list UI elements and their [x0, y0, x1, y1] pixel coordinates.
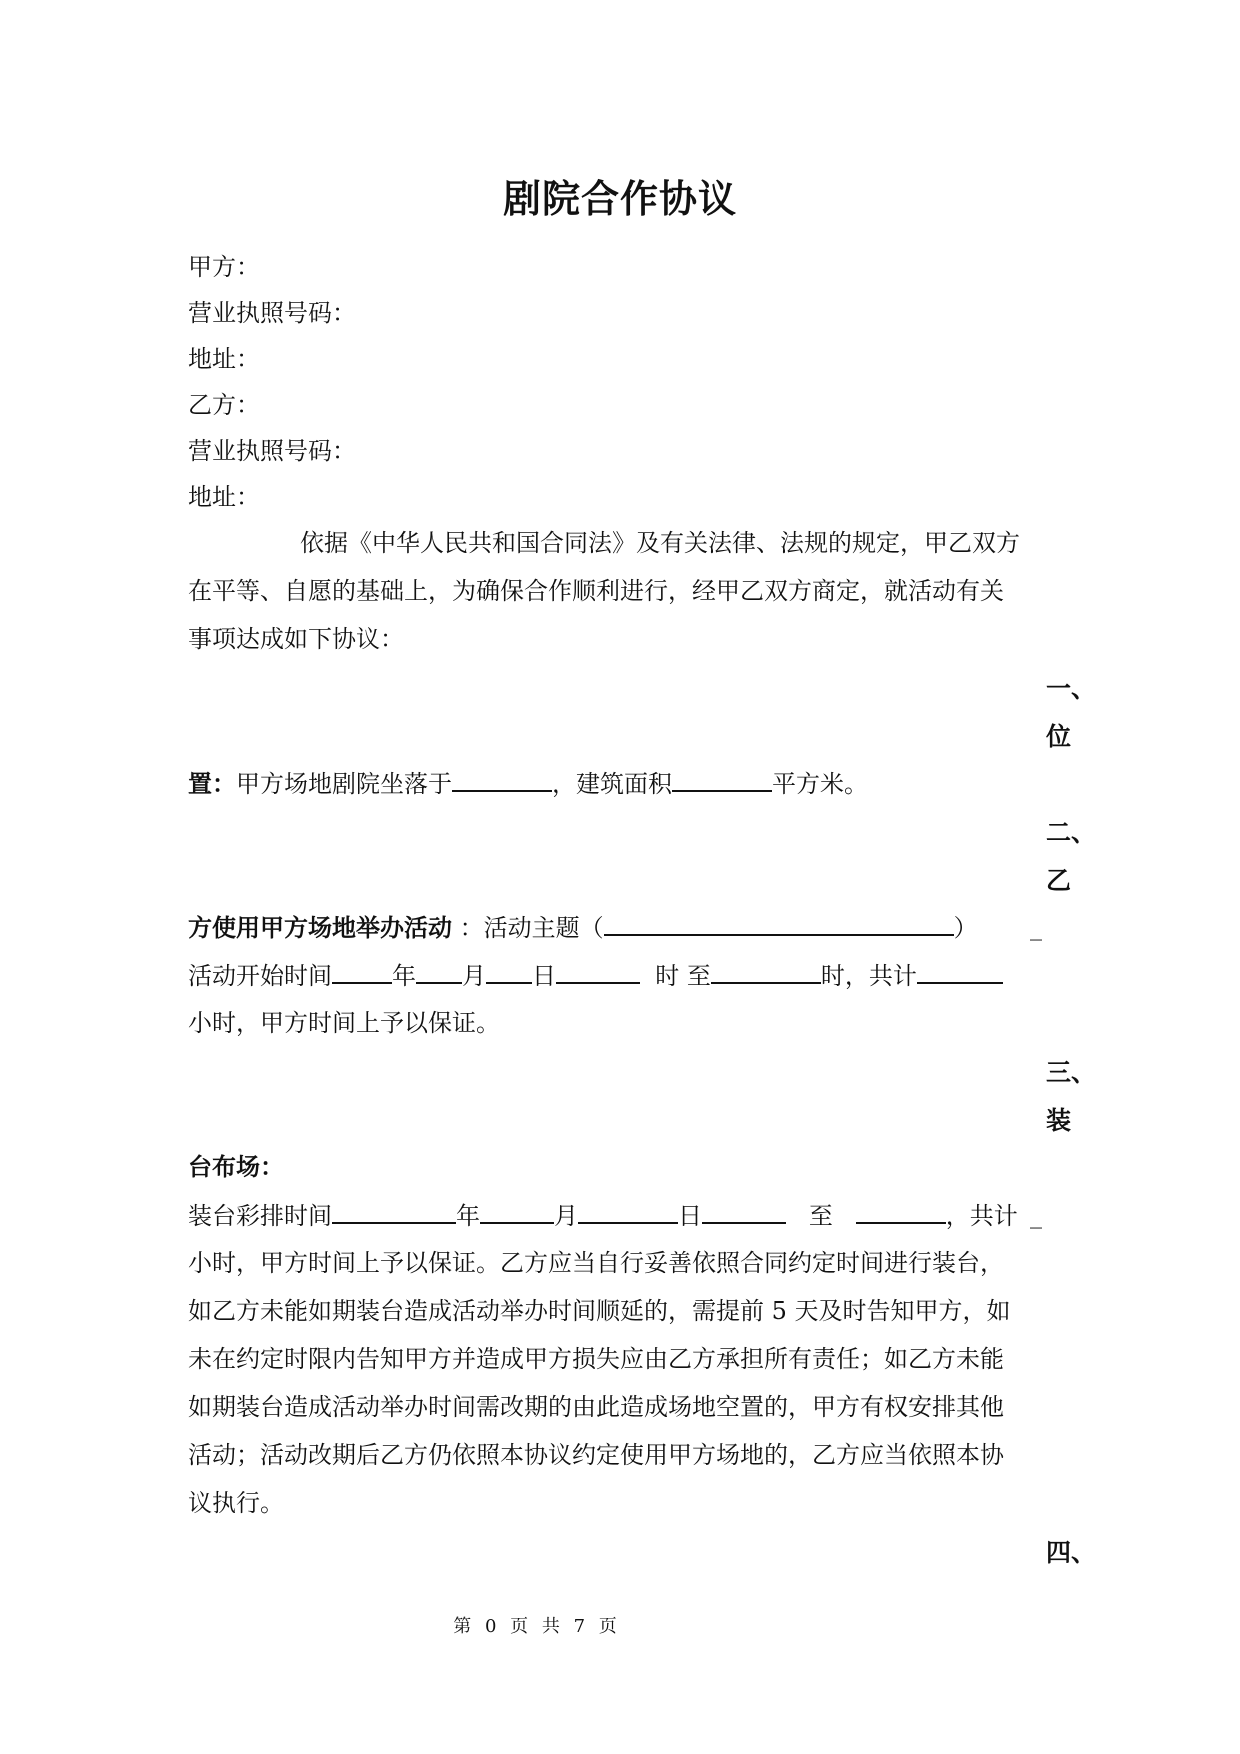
section1-text-location: 甲方场地剧院坐落于	[236, 770, 452, 798]
section3-number: 三、	[1046, 1058, 1097, 1087]
rehearsal-year-blank[interactable]	[332, 1200, 456, 1224]
rehearsal-year-label: 年	[456, 1202, 480, 1230]
theme-close: ）	[953, 914, 978, 942]
party-b-license-label: 营业执照号码：	[188, 437, 356, 465]
party-a-address-label: 地址：	[188, 345, 260, 373]
section3-heading-char: 装	[1046, 1106, 1072, 1135]
theme-label: ：活动主题（	[459, 914, 604, 942]
hour-total-label: 时，共计	[820, 962, 917, 990]
section3-body-line: 小时，甲方时间上予以保证。乙方应当自行妥善依照合同约定时间进行装台，	[188, 1249, 1004, 1277]
hour-blank[interactable]	[556, 960, 640, 984]
section2-guarantee: 小时，甲方时间上予以保证。	[188, 1009, 500, 1037]
day-blank[interactable]	[486, 960, 532, 984]
section3-rehearsal-line	[188, 1200, 1018, 1231]
section2-heading-char: 乙	[1046, 866, 1072, 895]
month-blank[interactable]	[416, 960, 462, 984]
hour-to-label: 时 至	[655, 962, 711, 990]
rehearsal-hour-blank[interactable]	[702, 1200, 786, 1224]
section2-number: 二、	[1046, 818, 1097, 847]
rehearsal-month-label: 月	[554, 1202, 578, 1230]
section1-number: 一、	[1046, 674, 1097, 703]
rehearsal-day-blank[interactable]	[578, 1200, 678, 1224]
section2-trailing-mark: _	[1030, 913, 1042, 941]
section1-text-area: ，建筑面积	[552, 770, 672, 798]
rehearsal-day-label: 日	[678, 1202, 702, 1230]
section2-time-line	[188, 960, 1003, 991]
rehearsal-month-blank[interactable]	[480, 1200, 554, 1224]
rehearsal-label: 装台彩排时间	[188, 1202, 332, 1230]
page-footer: 第 0 页 共 7 页	[453, 1616, 621, 1637]
section1-text-unit: 平方米。	[772, 770, 868, 798]
area-blank[interactable]	[672, 768, 772, 792]
preamble-line: 事项达成如下协议：	[188, 625, 404, 653]
total-hours-blank[interactable]	[917, 960, 1003, 984]
preamble-line: 依据《中华人民共和国合同法》及有关法律、法规的规定，甲乙双方	[300, 529, 1020, 557]
section2-heading-tail: 方使用甲方场地举办活动	[188, 914, 452, 942]
section3-heading-tail: 台布场：	[188, 1153, 284, 1181]
day-label: 日	[532, 962, 556, 990]
party-b-label: 乙方：	[188, 391, 260, 419]
year-blank[interactable]	[332, 960, 392, 984]
rehearsal-total-label: ，共计	[945, 1202, 1018, 1230]
document-title: 剧院合作协议	[502, 177, 737, 221]
end-hour-blank[interactable]	[711, 960, 821, 984]
month-label: 月	[462, 962, 486, 990]
party-a-label: 甲方：	[188, 253, 260, 281]
rehearsal-to-label: 至	[808, 1202, 833, 1230]
section3-body-line: 如乙方未能如期装台造成活动举办时间顺延的，需提前 5 天及时告知甲方，如	[188, 1297, 1011, 1325]
year-label: 年	[392, 962, 416, 990]
section1-heading-tail: 置：	[188, 770, 236, 798]
preamble-line: 在平等、自愿的基础上，为确保合作顺利进行，经甲乙双方商定，就活动有关	[188, 577, 1004, 605]
section1-heading-char: 位	[1046, 722, 1072, 751]
theme-blank[interactable]	[604, 912, 954, 936]
rehearsal-end-blank[interactable]	[856, 1200, 946, 1224]
section4-number: 四、	[1046, 1538, 1097, 1567]
party-b-address-label: 地址：	[188, 483, 260, 511]
section3-body-line: 如期装台造成活动举办时间需改期的由此造成场地空置的，甲方有权安排其他	[188, 1393, 1004, 1421]
section3-body-line: 活动；活动改期后乙方仍依照本协议约定使用甲方场地的，乙方应当依照本协	[188, 1441, 1004, 1469]
party-a-license-label: 营业执照号码：	[188, 299, 356, 327]
section2-theme-line	[188, 912, 978, 943]
section3-trailing-mark: _	[1030, 1201, 1042, 1229]
location-blank[interactable]	[452, 768, 552, 792]
section3-body-line: 未在约定时限内告知甲方并造成甲方损失应由乙方承担所有责任；如乙方未能	[188, 1345, 1004, 1373]
section1-line	[188, 768, 868, 799]
section3-body-line: 议执行。	[188, 1489, 284, 1517]
start-time-label: 活动开始时间	[188, 962, 332, 990]
